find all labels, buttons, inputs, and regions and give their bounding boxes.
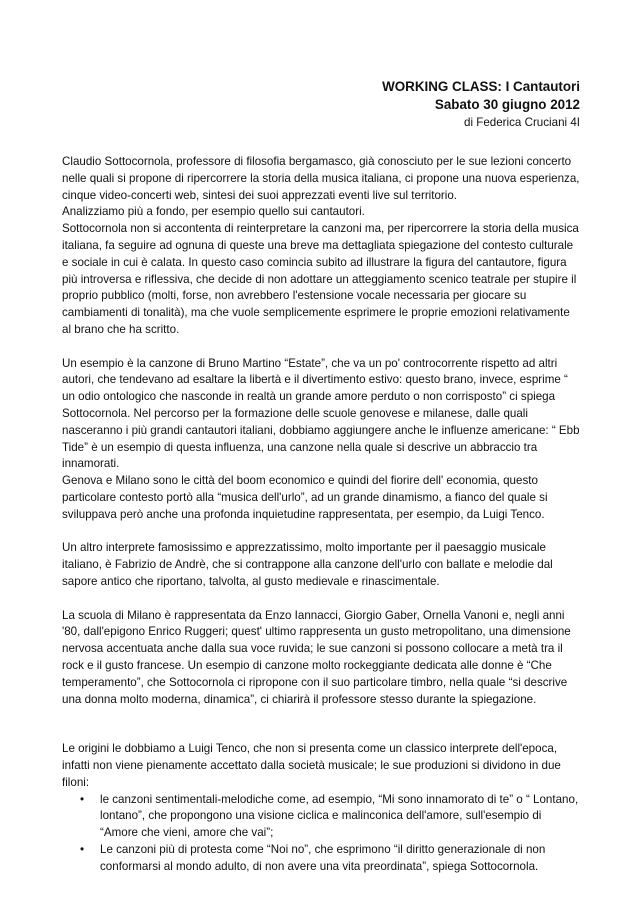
paragraph-cantautore: Sottocornola non si accontenta di reinterpretare la canzoni ma, per ripercorrere la storia della musica italiana, fa seguire ad ognuna di queste una breve ma dettagliata spiegazione del contesto culturale e sociale in cui è calata. In questo caso comincia subito ad illustrare la figura del cantautore, figura più introversa e riflessiva, che decide di non adottare un atteggiamento scenico teatrale per stupire il proprio pubblico (molti, forse, non avrebbero l'estensione vocale necessaria per giocare su cambiamenti di tonalità), ma che vuole semplicemente esprimere le proprie emozioni relativamente al brano che ha scritto. xyxy=(62,222,579,336)
paragraph-estate: Un esempio è la canzone di Bruno Martino “Estate”, che va un po' controcorrente rispetto ad altri autori, che tendevano ad esaltare la libertà e il divertimento estivo: questo brano, invece, esprime “ un odio ontologico che nasconde in realtà un grande amore perduto o non corrisposto” ci spiega Sottocornola. Nel percorso per la formazione delle scuole genovese e milanese, dalle quali nasceranno i più grandi cantautori italiani, dobbiamo aggiungere anche le influenze americane: “ Ebb Tide” è un esempio di questa influenza, una canzone nella quale si descrive un abbraccio tra innamorati. xyxy=(62,356,580,471)
bullet-icon: • xyxy=(80,792,85,806)
paragraph-tenco: Le origini le dobbiamo a Luigi Tenco, che non si presenta come un classico interprete dell'epoca, infatti non viene pienamente accettato dalla società musicale; le sue produzioni si dividono in due filoni: xyxy=(62,742,561,789)
list-item xyxy=(62,792,580,842)
article-title: WORKING CLASS: I Cantautori xyxy=(382,79,580,94)
list-item xyxy=(62,842,580,876)
spacer xyxy=(62,708,580,741)
paragraph-intro: Claudio Sottocornola, professore di filosofia bergamasco, già conosciuto per le sue lezioni concerto nelle quali si propone di ripercorrere la storia della musica italiana, ci propone una nuova esperienza, cinque video-concerti web, sintesi dei suoi apprezzati eventi live sul territorio. xyxy=(62,155,580,202)
document-page xyxy=(62,78,580,876)
spacer xyxy=(62,524,580,541)
spacer xyxy=(62,339,580,356)
paragraph-analysis: Analizziamo più a fondo, per esempio quello sui cantautori. xyxy=(62,205,365,219)
list-item-text: le canzoni sentimentali-melodiche come, ad esempio, “Mi sono innamorato di te” o “ Lontano, lontano”, che propongono una visione ciclica e malinconica dell'amore, sull'esempio di “Amore che vieni, amore che vai”; xyxy=(100,792,579,840)
article-header xyxy=(62,78,580,132)
paragraph-genova-milano: Genova e Milano sono le città del boom economico e quindi del fiorire dell' economia, questo particolare contesto portò alla “musica dell'urlo”, ad un grande dinamismo, a fianco del quale si sviluppava però anche una profonda inquietudine rappresentata, per esempio, da Luigi Tenco. xyxy=(62,474,548,521)
article-author: di Federica Cruciani 4I xyxy=(464,116,580,129)
paragraph-de-andre: Un altro interprete famosissimo e apprezzatissimo, molto importante per il paesaggio musicale italiano, è Fabrizio de Andrè, che si contrappone alla canzone dell'urlo con ballate e melodie dal sapore antico che riportano, talvolta, al gusto medievale e rinascimentale. xyxy=(62,541,553,588)
list-item-text: Le canzoni più di protesta come “Noi no”, che esprimono “il diritto generazionale di non conformarsi al mondo adulto, di non avere una vita preordinata”, spiega Sottocornola. xyxy=(100,843,546,873)
article-body xyxy=(62,154,580,876)
spacer xyxy=(62,591,580,608)
article-date: Sabato 30 giugno 2012 xyxy=(434,97,580,112)
bullet-list xyxy=(62,792,580,876)
bullet-icon: • xyxy=(80,843,85,857)
paragraph-scuola-milano: La scuola di Milano è rappresentata da Enzo Iannacci, Giorgio Gaber, Ornella Vanoni e, negli anni '80, dall'epigono Enrico Ruggeri; quest' ultimo rappresenta un gusto metropolitano, una dimensione nervosa accentuata anche dalla sua voce ruvida; le sue canzoni si possono collocare a metà tra il rock e il gusto francese. Un esempio di canzone molto rockeggiante dedicata alle donne è “Che temperamento”, che Sottocornola ci ripropone con il suo particolare timbro, nella quale “si descrive una donna molto moderna, dinamica”, ci chiarirà il professore stesso durante la spiegazione. xyxy=(62,608,571,706)
